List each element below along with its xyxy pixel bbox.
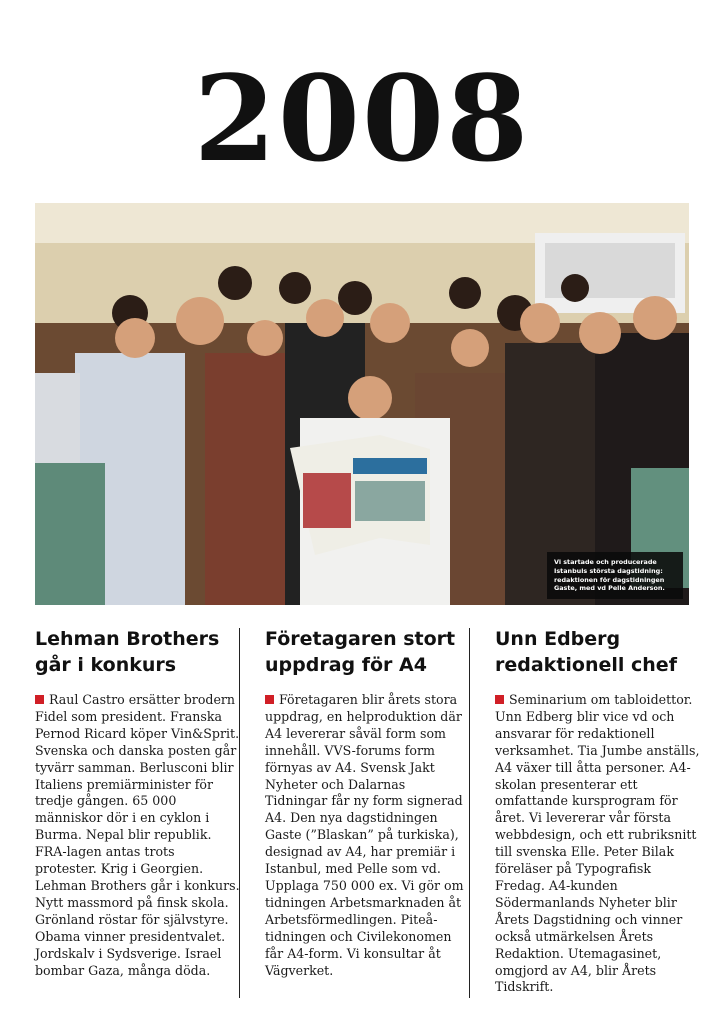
article-unn-edberg	[495, 626, 700, 996]
article-body	[495, 692, 700, 996]
article-lehman	[35, 626, 240, 979]
article-text: Företagaren blir årets stora uppdrag, en helproduktion där A4 levererar såväl form som innehåll. VVS-forums form förnyas av A4. Svensk Jakt Nyheter och Dalarnas Tidningar får ny form signerad A4. Den nya dagstidningen Gaste (”Blaskan” på turkiska), designad av A4, har premiär i Istanbul, med Pelle som vd. Upplaga 750 000 ex. Vi gör om tidningen Arbetsmarknaden åt Arbetsförmedlingen. Piteå-tidningen och Civilekonomen får A4-form. Vi konsultar åt Vägverket.	[265, 692, 464, 978]
article-headline: Unn Edberg redaktionell chef	[495, 628, 677, 676]
article-body	[35, 692, 240, 979]
article-text: Seminarium om tabloidettor. Unn Edberg blir vice vd och ansvarar för redaktionell verksamhet. Tia Jumbe anställs, A4 växer till åtta personer. A4-skolan presenterar ett omfattande kursprogram för året. Vi levererar vår första webbdesign, och ett rubriksnitt till svenska Elle. Peter Bilak föreläser på Typografisk Fredag. A4-kunden Södermanlands Nyheter blir Årets Dagstidning och vinner också utmärkelsen Årets Redaktion. Utemagasinet, omgjord av A4, blir Årets Tidskrift.	[495, 692, 700, 995]
year-title: 2008	[193, 49, 531, 188]
article-body	[265, 692, 470, 979]
bullet-marker	[265, 695, 274, 704]
article-headline: Företagaren stort uppdrag för A4	[265, 628, 456, 676]
article-foretagaren	[265, 626, 470, 979]
newsroom-photo	[35, 203, 689, 605]
bullet-marker	[35, 695, 44, 704]
article-headline: Lehman Brothers går i konkurs	[35, 628, 220, 676]
bullet-marker	[495, 695, 504, 704]
photo-illustration	[35, 203, 689, 605]
article-text: Raul Castro ersätter brodern Fidel som president. Franska Pernod Ricard köper Vin&Sprit. Svenska och danska posten går tyvärr samman. Berlusconi blir Italiens premiärminister för tredje gången. 65 000 människor dör i en cyklon i Burma. Nepal blir republik. FRA-lagen antas trots protester. Krig i Georgien. Lehman Brothers går i konkurs. Nytt massmord på finsk skola. Grönland röstar för självstyre. Obama vinner presidentvalet. Jordskalv i Sydsverige. Israel bombar Gaza, många döda.	[35, 692, 240, 978]
photo-caption: Vi startade och producerade Istanbuls största dagstidning: redaktionen för dagstidningen Gaste, med vd Pelle Anderson.	[547, 552, 683, 599]
